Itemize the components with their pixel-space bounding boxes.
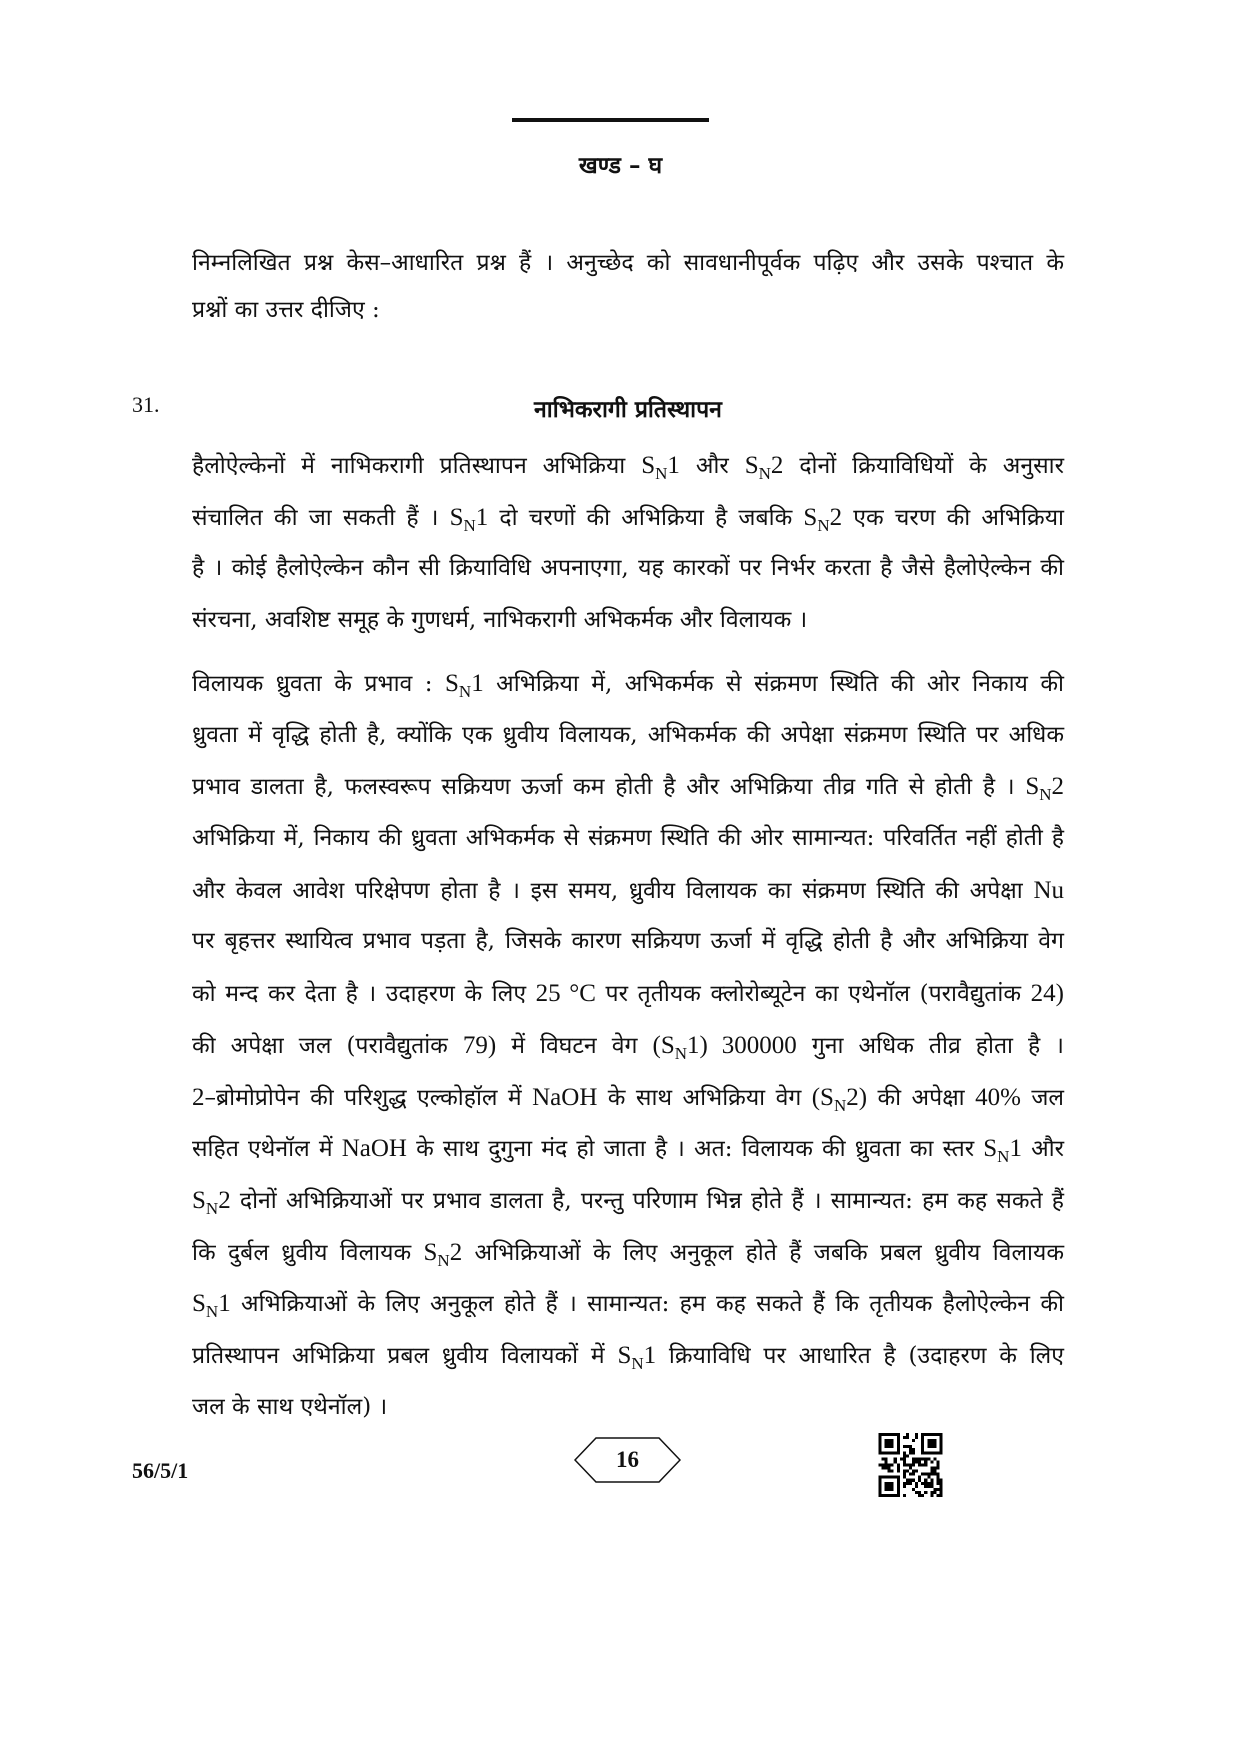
text-run: –ब्रोमोप्रोपेन की परिशुद्ध एल्कोहॉल में xyxy=(204,1084,533,1111)
passage-line xyxy=(192,1020,1064,1072)
latin-run: S xyxy=(617,1341,632,1369)
qr-module xyxy=(891,1463,894,1466)
instruction-line: प्रश्नों का उत्तर दीजिए : xyxy=(192,297,380,323)
qr-module xyxy=(912,1460,915,1463)
latin-run: 1) 300000 xyxy=(687,1031,797,1059)
subscript: N xyxy=(997,1147,1010,1167)
qr-module xyxy=(924,1457,927,1460)
qr-module xyxy=(894,1460,897,1463)
qr-module xyxy=(936,1467,939,1470)
latin-run: 1 xyxy=(218,1290,231,1318)
qr-module xyxy=(891,1470,894,1473)
latin-run: 2) xyxy=(846,1083,868,1111)
qr-module xyxy=(927,1482,930,1485)
passage-line xyxy=(192,761,1064,813)
subscript: N xyxy=(205,1198,219,1218)
passage-line xyxy=(192,1278,1064,1330)
qr-module xyxy=(888,1467,891,1470)
qr-module xyxy=(909,1445,912,1448)
text-run: प्रतिस्थापन अभिक्रिया प्रबल ध्रुवीय विलायकों में xyxy=(192,1342,618,1369)
qr-module xyxy=(915,1436,918,1439)
text-run: हैलोऐल्केनों में नाभिकरागी प्रतिस्थापन अभिक्रिया xyxy=(192,453,642,479)
latin-run: 2 xyxy=(1051,773,1064,801)
qr-module xyxy=(912,1488,915,1491)
latin-run: S xyxy=(449,503,464,531)
qr-module xyxy=(924,1482,927,1485)
qr-module xyxy=(924,1460,927,1463)
qr-module xyxy=(915,1470,918,1473)
qr-module xyxy=(903,1451,906,1454)
qr-module xyxy=(912,1479,915,1482)
latin-run: 25 °C xyxy=(535,980,596,1008)
text-run: सहित एथेनॉल में xyxy=(192,1136,342,1163)
text-run: को मन्द कर देता है । उदाहरण के लिए xyxy=(192,981,536,1008)
qr-module xyxy=(909,1482,912,1485)
qr-module xyxy=(909,1448,912,1451)
section-title: खण्ड – घ xyxy=(578,152,663,179)
text-run: के साथ अभिक्रिया वेग xyxy=(597,1084,812,1111)
qr-module xyxy=(909,1467,912,1470)
qr-module xyxy=(903,1436,906,1439)
qr-module xyxy=(912,1439,915,1442)
qr-module xyxy=(924,1463,927,1466)
qr-module xyxy=(912,1451,915,1454)
text-run: पर तृतीयक क्लोरोब्यूटेन का एथेनॉल (परावैद्युतांक xyxy=(595,981,1031,1008)
qr-module xyxy=(888,1470,891,1473)
qr-module xyxy=(906,1479,909,1482)
latin-run: NaOH xyxy=(532,1083,598,1111)
latin-run: 1 xyxy=(643,1341,657,1369)
qr-module xyxy=(906,1436,909,1439)
paper-code: 56/5/1 xyxy=(132,1458,189,1483)
qr-module xyxy=(909,1473,912,1476)
qr-module xyxy=(924,1491,927,1494)
subscript: N xyxy=(205,1302,219,1322)
qr-module xyxy=(903,1485,906,1488)
qr-module xyxy=(915,1491,918,1494)
qr-module xyxy=(924,1473,927,1476)
latin-run: 1 xyxy=(667,452,680,479)
qr-module xyxy=(915,1485,918,1488)
qr-module xyxy=(930,1467,933,1470)
latin-run: 79) xyxy=(462,1031,497,1059)
qr-module xyxy=(939,1479,942,1482)
qr-module xyxy=(906,1433,909,1436)
latin-run: S xyxy=(744,452,759,479)
passage-line xyxy=(192,492,1064,544)
passage-line xyxy=(192,968,1064,1020)
qr-module xyxy=(906,1470,909,1473)
qr-module xyxy=(912,1448,915,1451)
latin-run: 2 xyxy=(829,503,843,531)
text-run: क्रियाविधि पर आधारित है (उदाहरण के लिए xyxy=(656,1342,1064,1369)
text-run: अभिक्रिया में, अभिकर्मक से संक्रमण स्थिति की ओर निकाय की xyxy=(483,671,1064,697)
subscript: N xyxy=(631,1353,644,1373)
qr-module xyxy=(885,1463,888,1466)
qr-module xyxy=(885,1467,888,1470)
latin-run: 2 xyxy=(449,1238,463,1266)
latin-run: S xyxy=(983,1135,998,1163)
page-number: 16 xyxy=(616,1447,639,1472)
qr-module xyxy=(933,1488,936,1491)
qr-module xyxy=(897,1467,900,1470)
subscript: N xyxy=(458,682,472,701)
qr-module xyxy=(885,1439,894,1448)
passage-line xyxy=(192,595,1064,647)
qr-module xyxy=(912,1470,915,1473)
text-run: प्रभाव डालता है, फलस्वरूप सक्रियण ऊर्जा कम होती है और अभिक्रिया तीव्र गति से होती है । xyxy=(192,774,1026,801)
text-run: विलायक ध्रुवता के प्रभाव : xyxy=(192,671,446,697)
page-number-badge xyxy=(574,1437,681,1483)
latin-run: S xyxy=(803,503,818,531)
qr-module xyxy=(903,1445,906,1448)
qr-module xyxy=(936,1482,939,1485)
qr-module xyxy=(936,1460,939,1463)
qr-module xyxy=(930,1491,933,1494)
qr-module xyxy=(918,1491,921,1494)
qr-module xyxy=(885,1457,888,1460)
qr-module xyxy=(909,1463,912,1466)
text-run: अभिक्रियाओं के लिए अनुकूल होते हैं जबकि प्रबल ध्रुवीय विलायक xyxy=(462,1239,1064,1266)
qr-module xyxy=(912,1463,915,1466)
qr-module xyxy=(918,1460,921,1463)
passage-line xyxy=(192,1330,1064,1382)
qr-module xyxy=(915,1433,918,1436)
qr-module xyxy=(882,1457,885,1460)
latin-run: S xyxy=(445,670,459,697)
qr-module xyxy=(882,1463,885,1466)
qr-module xyxy=(939,1491,942,1494)
qr-module xyxy=(912,1457,915,1460)
qr-module xyxy=(918,1463,921,1466)
qr-module xyxy=(903,1460,906,1463)
qr-module xyxy=(885,1482,894,1491)
instructions xyxy=(192,240,1064,334)
qr-module xyxy=(921,1494,924,1497)
latin-run: 2 xyxy=(192,1083,205,1111)
qr-module xyxy=(939,1488,942,1491)
qr-module xyxy=(924,1485,927,1488)
text-run: जल xyxy=(1020,1084,1064,1111)
passage-line xyxy=(192,1382,1064,1434)
qr-module xyxy=(936,1463,939,1466)
latin-run: (S xyxy=(811,1083,834,1111)
qr-module xyxy=(927,1439,936,1448)
qr-module xyxy=(939,1485,942,1488)
qr-module xyxy=(903,1463,906,1466)
qr-module xyxy=(918,1476,921,1479)
text-run: गुना अधिक तीव्र होता है । xyxy=(796,1032,1064,1059)
qr-module xyxy=(927,1476,930,1479)
qr-module xyxy=(930,1485,933,1488)
text-run: और xyxy=(1021,1136,1065,1163)
subscript: N xyxy=(1039,785,1052,805)
subscript: N xyxy=(758,464,771,483)
latin-run: 2 xyxy=(770,452,784,479)
qr-module xyxy=(930,1479,933,1482)
qr-module xyxy=(915,1457,918,1460)
qr-module xyxy=(903,1473,906,1476)
qr-module xyxy=(903,1494,906,1497)
passage-paragraph-1 xyxy=(192,440,1064,647)
qr-module xyxy=(903,1476,906,1479)
subscript: N xyxy=(833,1095,847,1115)
subscript: N xyxy=(817,515,830,535)
qr-module xyxy=(906,1482,909,1485)
passage-line xyxy=(192,1227,1064,1279)
text-run: संचालित की जा सकती हैं । xyxy=(192,504,450,531)
text-run: की अपेक्षा जल (परावैद्युतांक xyxy=(192,1032,463,1059)
passage-line xyxy=(192,1175,1064,1227)
subscript: N xyxy=(674,1043,688,1063)
text-run: की अपेक्षा xyxy=(867,1084,976,1111)
subscript: N xyxy=(463,515,476,535)
text-run: में विघटन वेग xyxy=(496,1032,653,1059)
latin-run: S xyxy=(192,1186,206,1214)
text-run: संरचना, अवशिष्ट समूह के गुणधर्म, नाभिकरागी अभिकर्मक और विलायक । xyxy=(192,607,808,634)
text-run: दोनों अभिक्रियाओं पर प्रभाव डालता है, परन्तु परिणाम भिन्न होते हैं । सामान्यत: हम कह सकते हैं xyxy=(230,1187,1064,1214)
text-run: जल के साथ एथेनॉल) । xyxy=(192,1393,388,1420)
qr-module xyxy=(939,1494,942,1497)
qr-module xyxy=(897,1470,900,1473)
qr-module xyxy=(933,1491,936,1494)
qr-module xyxy=(918,1494,921,1497)
latin-run: 40% xyxy=(975,1083,1021,1111)
question-title: नाभिकरागी प्रतिस्थापन xyxy=(534,396,722,423)
qr-module xyxy=(900,1457,903,1460)
qr-module xyxy=(921,1463,924,1466)
passage-line xyxy=(192,865,1064,917)
qr-module xyxy=(882,1467,885,1470)
text-run: कि दुर्बल ध्रुवीय विलायक xyxy=(192,1239,424,1266)
latin-run: 1 xyxy=(1009,1135,1022,1163)
qr-module xyxy=(930,1473,933,1476)
text-run: पर बृहत्तर स्थायित्व प्रभाव पड़ता है, जिसके कारण सक्रियण ऊर्जा में वृद्धि होती है और अभिक्रिया वेग xyxy=(192,928,1064,955)
latin-run: Nu xyxy=(1033,876,1064,904)
qr-module xyxy=(921,1482,924,1485)
qr-module xyxy=(936,1488,939,1491)
passage-line xyxy=(192,1072,1064,1124)
qr-module xyxy=(930,1470,933,1473)
question-number: 31. xyxy=(132,392,160,417)
qr-module xyxy=(936,1473,939,1476)
qr-module xyxy=(897,1463,900,1466)
text-run: ध्रुवता में वृद्धि होती है, क्योंकि एक ध्रुवीय विलायक, अभिकर्मक की अपेक्षा संक्रमण स्थिति पर अधिक xyxy=(192,721,1064,748)
text-run: दो चरणों की अभिक्रिया है जबकि xyxy=(488,504,804,531)
qr-module xyxy=(921,1473,924,1476)
latin-run: S xyxy=(423,1238,438,1266)
qr-module xyxy=(930,1494,933,1497)
qr-module xyxy=(903,1482,906,1485)
qr-module xyxy=(924,1479,927,1482)
qr-module xyxy=(930,1482,933,1485)
text-run: है । कोई हैलोऐल्केन कौन सी क्रियाविधि अपनाएगा, यह कारकों पर निर्भर करता है जैसे हैलोऐल्केन की xyxy=(192,555,1064,582)
qr-code-icon xyxy=(878,1433,943,1497)
text-run: और केवल आवेश परिक्षेपण होता है । इस समय, ध्रुवीय विलायक का संक्रमण स्थिति की अपेक्षा xyxy=(192,877,1034,904)
latin-run: S xyxy=(1025,773,1040,801)
latin-run: S xyxy=(641,452,656,479)
text-run: दोनों क्रियाविधियों के अनुसार xyxy=(783,453,1064,479)
text-run: अभिक्रियाओं के लिए अनुकूल होते हैं । सामान्यत: हम कह सकते हैं कि तृतीयक हैलोऐल्केन की xyxy=(230,1291,1064,1318)
passage-line xyxy=(192,710,1064,762)
qr-module xyxy=(915,1482,918,1485)
passage-line xyxy=(192,440,1064,492)
qr-module xyxy=(888,1463,891,1466)
qr-module xyxy=(936,1479,939,1482)
qr-module xyxy=(903,1454,906,1457)
latin-run: 1 xyxy=(471,670,484,697)
latin-run: 2 xyxy=(218,1186,231,1214)
qr-module xyxy=(903,1470,906,1473)
qr-module xyxy=(939,1482,942,1485)
qr-module xyxy=(927,1473,930,1476)
passage-line xyxy=(192,658,1064,710)
qr-module xyxy=(918,1457,921,1460)
latin-run: S xyxy=(192,1290,206,1318)
qr-module xyxy=(909,1451,912,1454)
qr-module xyxy=(909,1479,912,1482)
qr-module xyxy=(933,1470,936,1473)
qr-module xyxy=(903,1457,906,1460)
qr-module xyxy=(936,1476,939,1479)
latin-run: NaOH xyxy=(341,1135,407,1163)
qr-module xyxy=(927,1485,930,1488)
passage-paragraph-2 xyxy=(192,658,1064,1433)
instruction-line: निम्नलिखित प्रश्न केस–आधारित प्रश्न हैं । अनुच्छेद को सावधानीपूर्वक पढ़िए और उसके पश्चात के xyxy=(192,250,1064,276)
passage-line xyxy=(192,813,1064,865)
subscript: N xyxy=(437,1250,450,1270)
qr-module xyxy=(906,1445,909,1448)
latin-run: 1 xyxy=(475,503,489,531)
passage-line xyxy=(192,543,1064,595)
text-run: एक चरण की अभिक्रिया xyxy=(842,504,1065,531)
qr-module xyxy=(930,1460,933,1463)
qr-module xyxy=(894,1457,897,1460)
qr-module xyxy=(906,1463,909,1466)
qr-module xyxy=(933,1467,936,1470)
passage-line xyxy=(192,1123,1064,1175)
text-run: के साथ दुगुना मंद हो जाता है । अत: विलायक की ध्रुवता का स्तर xyxy=(406,1136,984,1163)
text-run: और xyxy=(679,453,745,479)
qr-module xyxy=(879,1463,882,1466)
qr-module xyxy=(912,1473,915,1476)
qr-module xyxy=(906,1454,909,1457)
qr-module xyxy=(936,1494,939,1497)
latin-run: (S xyxy=(652,1031,675,1059)
latin-run: 24) xyxy=(1030,980,1064,1008)
qr-module xyxy=(885,1460,888,1463)
subscript: N xyxy=(655,464,668,483)
section-divider xyxy=(512,118,709,122)
qr-module xyxy=(933,1473,936,1476)
passage-line xyxy=(192,916,1064,968)
qr-module xyxy=(927,1457,930,1460)
qr-module xyxy=(918,1479,921,1482)
text-run: अभिक्रिया में, निकाय की ध्रुवता अभिकर्मक से संक्रमण स्थिति की ओर सामान्यत: परिवर्तित नहीं होती है xyxy=(192,825,1064,852)
qr-module xyxy=(933,1457,936,1460)
qr-module xyxy=(921,1457,924,1460)
qr-module xyxy=(915,1460,918,1463)
